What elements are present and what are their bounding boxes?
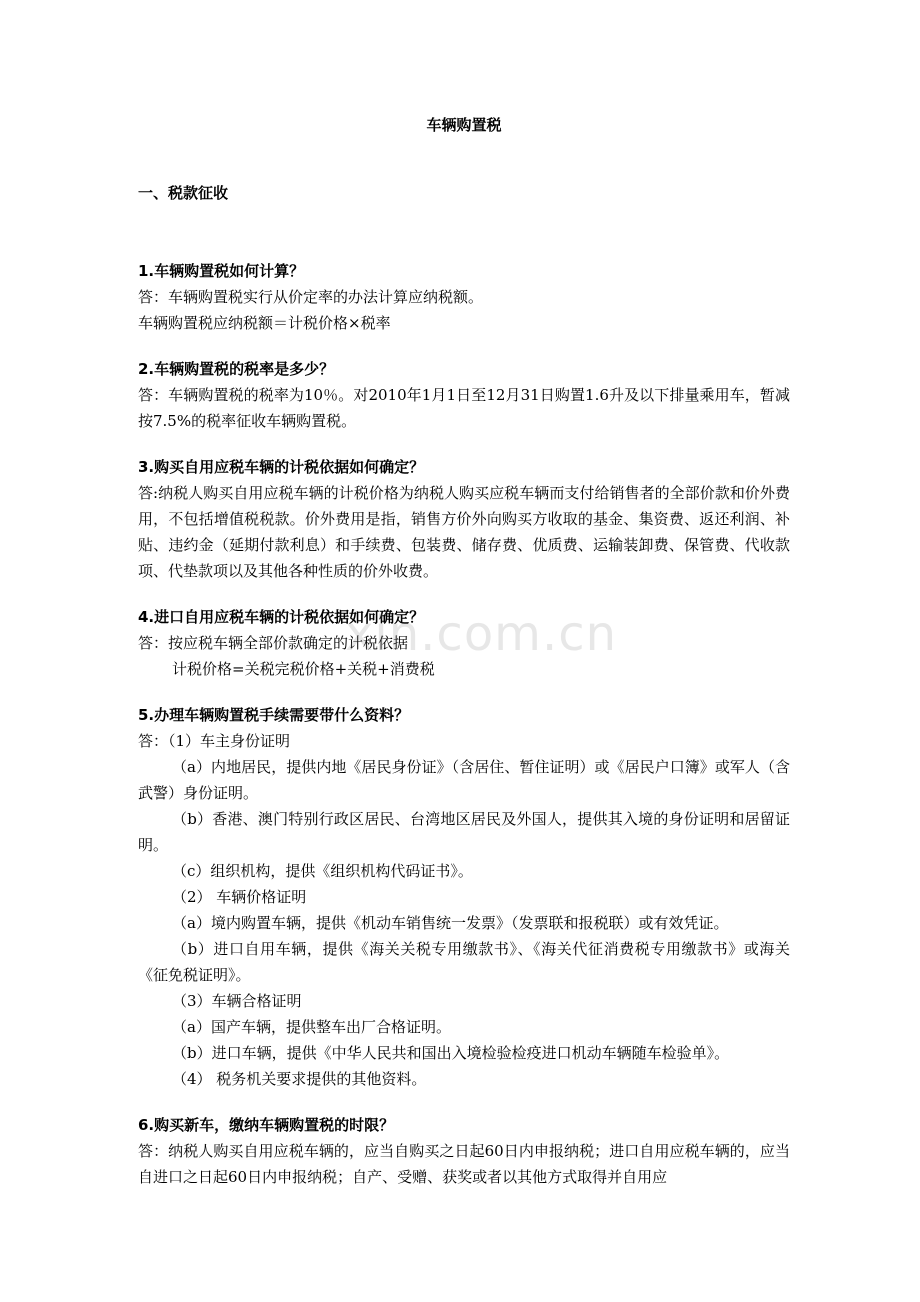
question-5: 5.办理车辆购置税手续需要带什么资料？ (138, 706, 410, 724)
answer-5-line-9: （a）国产车辆，提供整车出厂合格证明。 (172, 1018, 451, 1036)
answer-2-line-1: 答：车辆购置税的税率为10％。对2010年1月1日至12月31日购置1.6升及以下排量乘用车，暂减按7.5%的税率征收车辆购置税。 (138, 386, 790, 430)
answer-5-line-4: （c）组织机构，提供《组织机构代码证书》。 (172, 862, 473, 880)
answer-5-line-1: 答：（1）车主身份证明 (138, 732, 291, 750)
answer-5-line-5: （2） 车辆价格证明 (172, 888, 307, 906)
answer-5-line-3: （b）香港、澳门特别行政区居民、台湾地区居民及外国人，提供其入境的身份证明和居留证明。 (138, 810, 790, 854)
qa-item-3 (138, 454, 790, 584)
qa-item-6 (138, 1112, 790, 1190)
question-6: 6.购买新车，缴纳车辆购置税的时限？ (138, 1116, 395, 1134)
answer-5-line-2: （a）内地居民，提供内地《居民身份证》（含居住、暂住证明）或《居民户口簿》或军人（含武警）身份证明。 (138, 758, 790, 802)
question-4: 4.进口自用应税车辆的计税依据如何确定？ (138, 608, 425, 626)
answer-5-line-7: （b）进口自用车辆，提供《海关关税专用缴款书》、《海关代征消费税专用缴款书》或海关《征免税证明》。 (138, 940, 790, 984)
qa-item-1 (138, 258, 790, 336)
qa-item-2 (138, 356, 790, 434)
answer-5-line-8: （3）车辆合格证明 (172, 992, 302, 1010)
qa-item-4 (138, 604, 790, 682)
document-body (138, 112, 790, 1210)
answer-5-line-11: （4） 税务机关要求提供的其他资料。 (172, 1070, 427, 1088)
qa-item-5 (138, 702, 790, 1092)
question-1: 1.车辆购置税如何计算？ (138, 262, 305, 280)
question-3: 3.购买自用应税车辆的计税依据如何确定？ (138, 458, 425, 476)
document-title: 车辆购置税 (426, 116, 502, 134)
answer-1-line-1: 答：车辆购置税实行从价定率的办法计算应纳税额。 (138, 288, 484, 306)
answer-5-line-10: （b）进口车辆，提供《中华人民共和国出入境检验检疫进口机动车辆随车检验单》。 (172, 1044, 730, 1062)
answer-4-line-2: 计税价格=关税完税价格+关税+消费税 (172, 660, 435, 678)
watermark: xin.com.cn (345, 606, 618, 662)
answer-4-line-1: 答：按应税车辆全部价款确定的计税依据 (138, 634, 409, 652)
question-2: 2.车辆购置税的税率是多少？ (138, 360, 335, 378)
answer-3-line-1: 答:纳税人购买自用应税车辆的计税价格为纳税人购买应税车辆而支付给销售者的全部价款和价外费用，不包括增值税税款。价外费用是指，销售方价外向购买方收取的基金、集资费、返还利润、补贴、违约金（延期付款利息）和手续费、包装费、储存费、优质费、运输装卸费、保管费、代收款项、代垫款项以及其他各种性质的价外收费。 (138, 484, 790, 580)
answer-6-line-1: 答：纳税人购买自用应税车辆的，应当自购买之日起60日内申报纳税；进口自用应税车辆的，应当自进口之日起60日内申报纳税；自产、受赠、获奖或者以其他方式取得并自用应 (138, 1142, 790, 1186)
section-heading: 一、税款征收 (138, 184, 229, 202)
answer-5-line-6: （a）境内购置车辆，提供《机动车销售统一发票》（发票联和报税联）或有效凭证。 (172, 914, 729, 932)
answer-1-line-2: 车辆购置税应纳税额＝计税价格×税率 (138, 314, 391, 332)
